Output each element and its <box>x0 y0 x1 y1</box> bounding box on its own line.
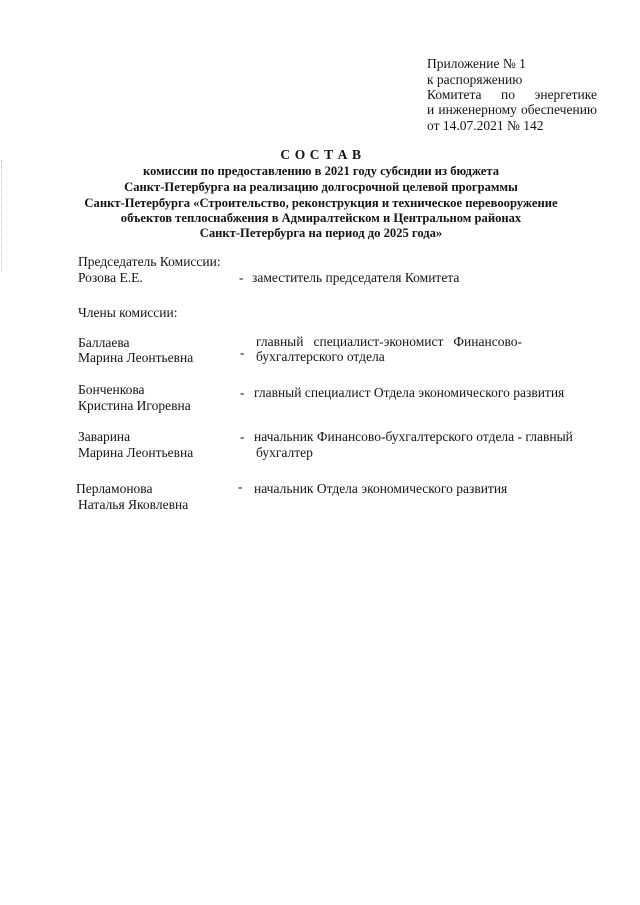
member-role-line: бухгалтер <box>256 445 313 460</box>
member-surname: Заварина <box>78 429 131 444</box>
appendix-committee-cont: и инженерному обеспечению <box>427 102 597 117</box>
member-surname: Баллаева <box>78 335 130 350</box>
subtitle-line: объектов теплоснабжения в Адмиралтейском и Центральном районах <box>120 211 522 225</box>
member-dash: - <box>240 385 245 400</box>
member-dash: - <box>238 479 243 494</box>
member-role-line: начальник Отдела экономического развития <box>254 481 508 496</box>
member-dash: - <box>240 345 245 360</box>
chair-dash: - <box>239 270 244 285</box>
appendix-reference: к распоряжению <box>427 72 523 87</box>
subtitle-line: Санкт-Петербурга «Строительство, реконструкция и техническое перевооружение <box>84 196 558 210</box>
document-title: С О С Т А В <box>280 147 362 162</box>
chair-name: Розова Е.Е. <box>78 270 143 285</box>
member-role-line: главный специалист-экономист Финансово- <box>256 334 522 349</box>
member-dash: - <box>240 429 245 444</box>
member-role-line: главный специалист Отдела экономического развития <box>254 385 565 400</box>
members-heading: Члены комиссии: <box>78 305 178 320</box>
member-surname: Бонченкова <box>78 382 145 397</box>
member-given-names: Кристина Игоревна <box>78 398 191 413</box>
member-given-names: Марина Леонтьевна <box>78 350 194 365</box>
appendix-number: Приложение № 1 <box>427 56 526 71</box>
member-surname: Перламонова <box>76 481 153 496</box>
appendix-date-number: от 14.07.2021 № 142 <box>427 118 544 133</box>
appendix-committee: Комитета по энергетике <box>427 87 597 102</box>
member-given-names: Наталья Яковлевна <box>78 497 189 512</box>
subtitle-line: Санкт-Петербурга на реализацию долгосрочной целевой программы <box>124 180 518 194</box>
chair-role: заместитель председателя Комитета <box>252 270 460 285</box>
chair-heading: Председатель Комиссии: <box>78 254 221 269</box>
subtitle-line: комиссии по предоставлению в 2021 году субсидии из бюджета <box>142 164 500 178</box>
member-role-line: начальник Финансово-бухгалтерского отдела - главный <box>254 429 573 444</box>
member-role-line: бухгалтерского отдела <box>256 349 385 364</box>
subtitle-line: Санкт-Петербурга на период до 2025 года» <box>199 226 443 240</box>
member-given-names: Марина Леонтьевна <box>78 445 194 460</box>
